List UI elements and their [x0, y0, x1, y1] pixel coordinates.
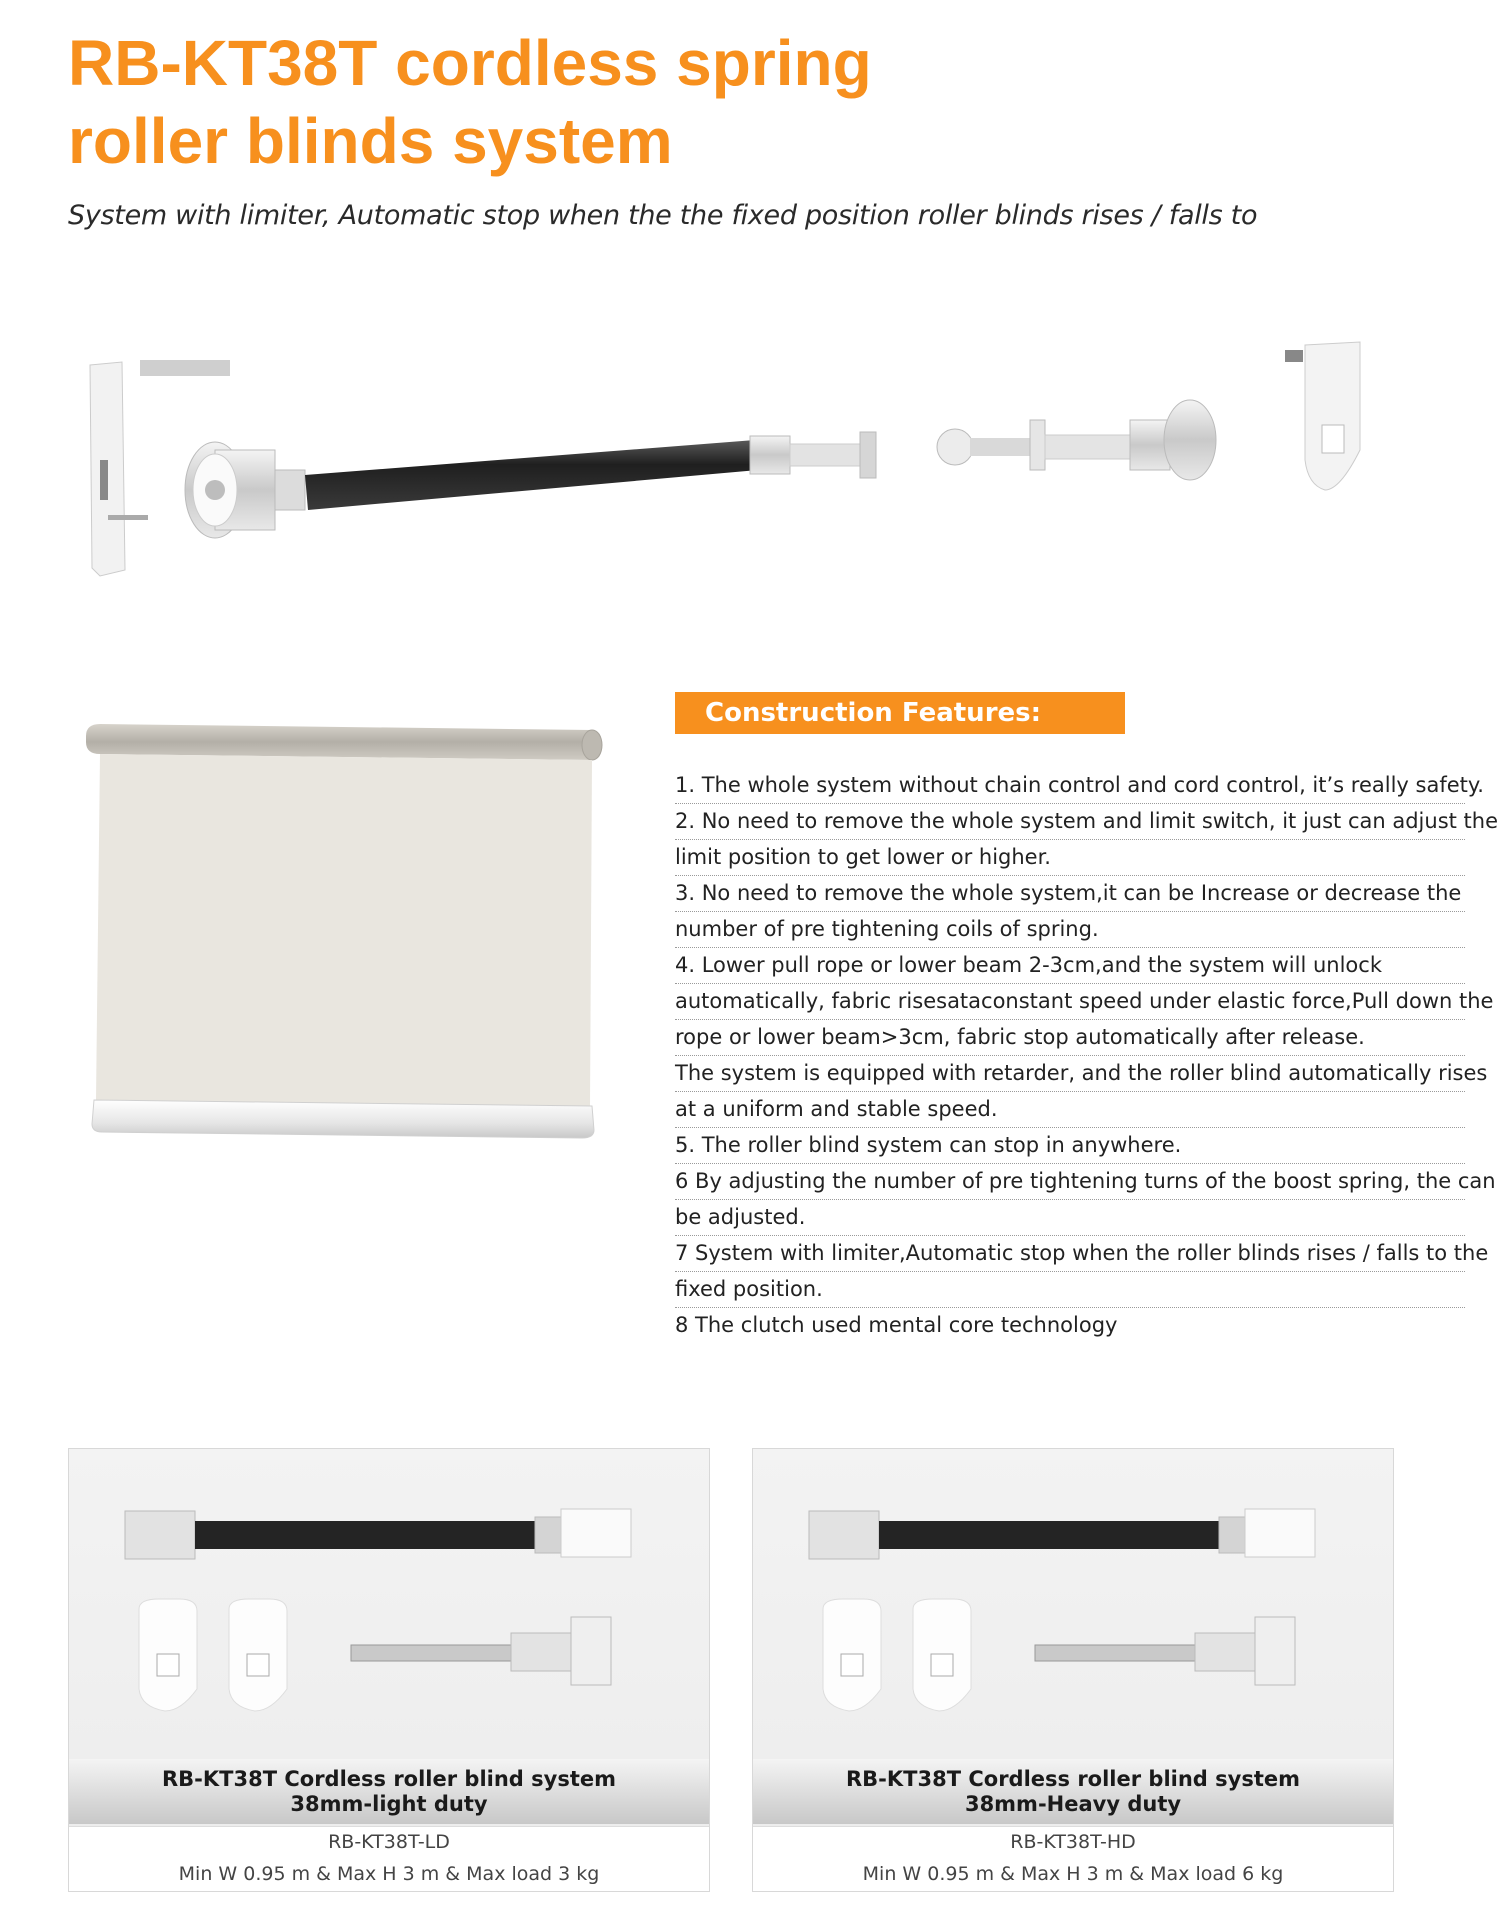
right-bracket: [1285, 342, 1360, 490]
feature-line: limit position to get lower or higher.: [675, 840, 1465, 876]
product-name-line-1: RB-KT38T Cordless roller blind system: [846, 1767, 1300, 1791]
tube-end-fitting: [750, 432, 876, 478]
product-name: [69, 1759, 709, 1824]
feature-line: at a uniform and stable speed.: [675, 1092, 1465, 1128]
spring-assembly: [937, 400, 1216, 480]
product-name-line-2: 38mm-Heavy duty: [964, 1792, 1182, 1816]
feature-line: 4. Lower pull rope or lower beam 2-3cm,and the system will unlock: [675, 948, 1465, 984]
product-name: [753, 1759, 1393, 1824]
feature-line: number of pre tightening coils of spring.: [675, 912, 1465, 948]
feature-line: 6 By adjusting the number of pre tightening turns of the boost spring, the can: [675, 1164, 1465, 1200]
feature-line: 1. The whole system without chain control and cord control, it’s really safety.: [675, 768, 1465, 804]
construction-features-heading: Construction Features:: [675, 692, 1125, 734]
construction-features-list: [675, 768, 1499, 1343]
feature-line: 5. The roller blind system can stop in anywhere.: [675, 1128, 1465, 1164]
title-line-2: roller blinds system: [68, 105, 673, 177]
feature-line: 8 The clutch used mental core technology: [675, 1313, 1118, 1337]
feature-line: be adjusted.: [675, 1200, 1465, 1236]
page-title: [68, 24, 872, 180]
product-name-line-2: 38mm-light duty: [290, 1792, 488, 1816]
subtitle: System with limiter, Automatic stop when the the fixed position roller blinds rises / falls to: [68, 200, 1258, 231]
feature-line: 7 System with limiter,Automatic stop when the roller blinds rises / falls to the: [675, 1236, 1465, 1272]
product-card-light-duty: [68, 1448, 710, 1892]
feature-line: rope or lower beam>3cm, fabric stop automatically after release.: [675, 1020, 1465, 1056]
feature-line: 3. No need to remove the whole system,it can be Increase or decrease the: [675, 876, 1465, 912]
product-spec: Min W 0.95 m & Max H 3 m & Max load 6 kg: [753, 1857, 1393, 1891]
feature-line: 2. No need to remove the whole system and limit switch, it just can adjust the: [675, 804, 1465, 840]
product-card-heavy-duty: [752, 1448, 1394, 1892]
title-line-1: RB-KT38T cordless spring: [68, 27, 872, 99]
roller-tube: [305, 440, 758, 510]
product-spec: Min W 0.95 m & Max H 3 m & Max load 3 kg: [69, 1857, 709, 1891]
left-end-cap: [185, 442, 305, 538]
product-code: RB-KT38T-HD: [753, 1826, 1393, 1858]
product-name-line-1: RB-KT38T Cordless roller blind system: [162, 1767, 616, 1791]
roller-system-exploded-illustration: [70, 340, 1390, 600]
feature-line: automatically, fabric risesataconstant speed under elastic force,Pull down the: [675, 984, 1465, 1020]
product-kit-illustration: [753, 1449, 1393, 1759]
roller-blind-illustration: [82, 720, 612, 1180]
product-code: RB-KT38T-LD: [69, 1826, 709, 1858]
feature-line: fixed position.: [675, 1272, 1465, 1308]
product-kit-illustration: [69, 1449, 709, 1759]
feature-line: The system is equipped with retarder, and the roller blind automatically rises: [675, 1056, 1465, 1092]
